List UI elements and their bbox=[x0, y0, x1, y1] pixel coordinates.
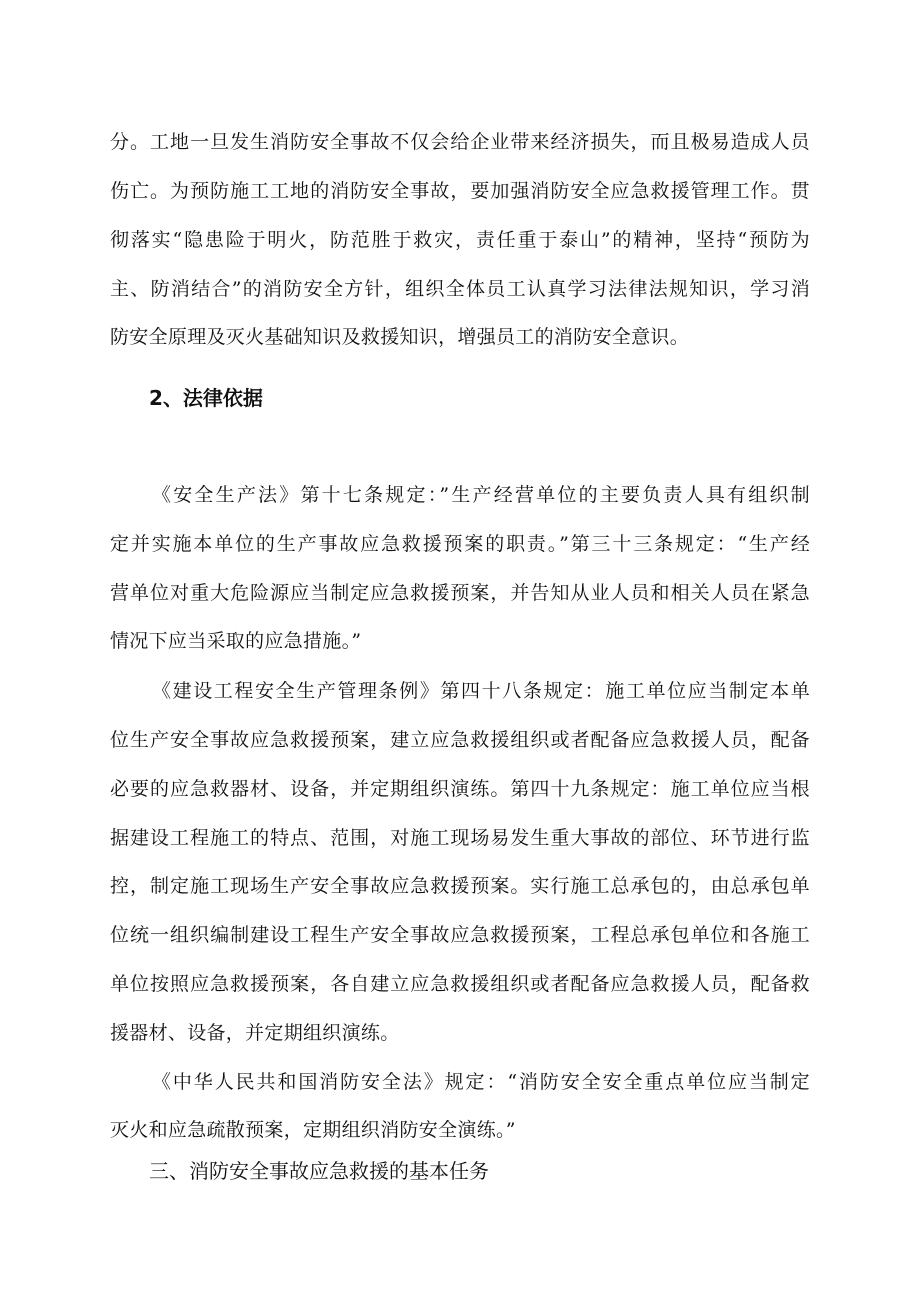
paragraph-line: 主、防消结合”的消防安全方针，组织全体员工认真学习法律法规知识，学习消 bbox=[110, 278, 810, 300]
section-heading: 三、消防安全事故应急救援的基本任务 bbox=[149, 1159, 489, 1183]
paragraph-line: 营单位对重大危险源应当制定应急救援预案，并告知从业人员和相关人员在紧急 bbox=[110, 582, 810, 604]
paragraph-line: 位统一组织编制建设工程生产安全事故应急救援预案，工程总承包单位和各施工 bbox=[110, 924, 810, 946]
paragraph-line: 《中华人民共和国消防安全法》规定：“消防安全安全重点单位应当制定 bbox=[152, 1071, 810, 1093]
paragraph-line: 单位按照应急救援预案，各自建立应急救援组织或者配备应急救援人员，配备救 bbox=[110, 973, 810, 995]
paragraph-line: 灭火和应急疏散预案，定期组织消防安全演练。” bbox=[110, 1119, 516, 1141]
paragraph-line: 情况下应当采取的应急措施。” bbox=[110, 630, 362, 652]
paragraph-line: 必要的应急救器材、设备，并定期组织演练。第四十九条规定：施工单位应当根 bbox=[110, 778, 810, 800]
paragraph-line: 《安全生产法》第十七条规定：”生产经营单位的主要负责人具有组织制 bbox=[152, 484, 810, 506]
paragraph-line: 防安全原理及灭火基础知识及救援知识，增强员工的消防安全意识。 bbox=[110, 326, 690, 348]
paragraph-line: 据建设工程施工的特点、范围，对施工现场易发生重大事故的部位、环节进行监 bbox=[110, 827, 810, 849]
section-heading: 2、法律依据 bbox=[149, 386, 263, 410]
paragraph-line: 分。工地一旦发生消防安全事故不仅会给企业带来经济损失，而且极易造成人员 bbox=[110, 131, 810, 153]
paragraph-line: 位生产安全事故应急救援预案，建立应急救援组织或者配备应急救援人员，配备 bbox=[110, 729, 810, 751]
paragraph-line: 彻落实“隐患险于明火，防范胜于救灾，责任重于泰山”的精神，坚持“预防为 bbox=[110, 229, 810, 251]
paragraph-line: 定并实施本单位的生产事故应急救援预案的职责。”第三十三条规定：“生产经 bbox=[110, 533, 810, 555]
paragraph-line: 《建设工程安全生产管理条例》第四十八条规定：施工单位应当制定本单 bbox=[152, 680, 810, 702]
paragraph-line: 援器材、设备，并定期组织演练。 bbox=[110, 1022, 400, 1044]
paragraph-line: 控，制定施工现场生产安全事故应急救援预案。实行施工总承包的，由总承包单 bbox=[110, 875, 810, 897]
paragraph-line: 伤亡。为预防施工工地的消防安全事故，要加强消防安全应急救援管理工作。贯 bbox=[110, 180, 810, 202]
